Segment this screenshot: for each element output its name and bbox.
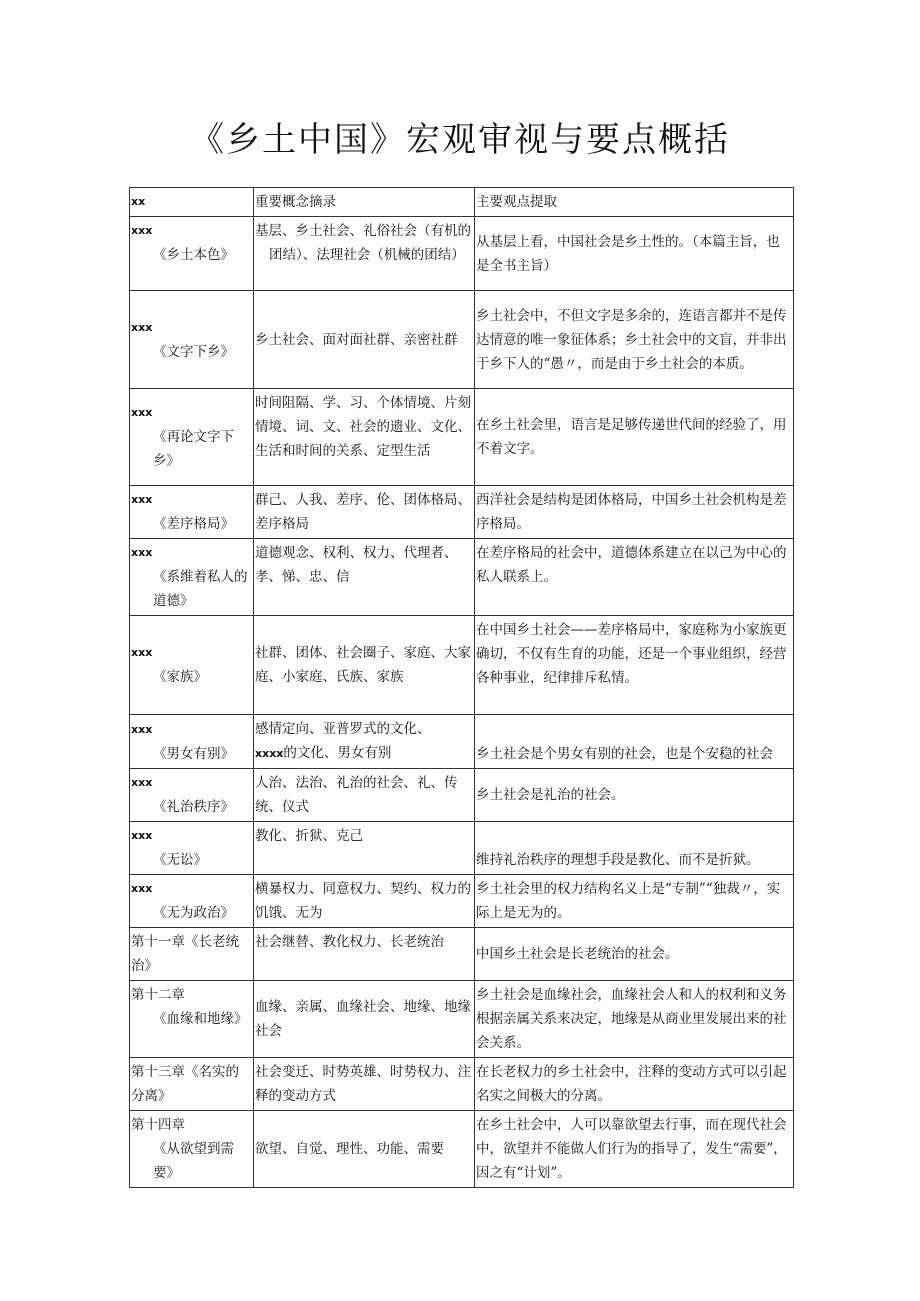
chapter-cell: xxx 《家族》	[130, 616, 254, 715]
summary-table	[129, 187, 794, 1188]
views-cell: 在长老权力的乡土社会中，注释的变动方式可以引起名实之间极大的分离。	[475, 1058, 794, 1111]
concepts-cell: 感情定向、亚普罗式的文化、 xxxx的文化、男女有别	[254, 715, 475, 769]
views-cell: 乡土社会是个男女有别的社会，也是个安稳的社会	[475, 715, 794, 769]
chapter-cell: 第十四章 《从欲望到需要》	[130, 1111, 254, 1188]
views-cell: 在乡土社会里，语言是足够传递世代间的经验了，用不着文字。	[475, 389, 794, 486]
chapter-cell: xxx 《无讼》	[130, 822, 254, 875]
table-row	[130, 822, 794, 875]
concepts-cell: 乡土社会、面对面社群、亲密社群	[254, 291, 475, 389]
concepts-cell: 社会变迁、时势英雄、时势权力、注释的变动方式	[254, 1058, 475, 1111]
header-cell-views: 主要观点提取	[475, 188, 794, 217]
concepts-cell: 社会继替、教化权力、长老统治	[254, 928, 475, 981]
chapter-cell: xxx 《无为政治》	[130, 875, 254, 928]
table-row	[130, 981, 794, 1058]
table-row	[130, 715, 794, 769]
views-cell: 西洋社会是结构是团体格局，中国乡土社会机构是差序格局。	[475, 486, 794, 539]
table-row	[130, 291, 794, 389]
views-cell: 在差序格局的社会中，道德体系建立在以己为中心的私人联系上。	[475, 539, 794, 616]
chapter-cell: 第十二章 《血缘和地缘》	[130, 981, 254, 1058]
concepts-cell: 教化、折狱、克己	[254, 822, 475, 875]
chapter-cell: xxx 《系维着私人的道德》	[130, 539, 254, 616]
views-cell: 乡土社会中，不但文字是多余的，连语言都并不是传达情意的唯一象征体系；乡土社会中的文盲，并非出于乡下人的“愚〃，而是由于乡土社会的本质。	[475, 291, 794, 389]
table-row	[130, 616, 794, 715]
concepts-cell: 血缘、亲属、血缘社会、地缘、地缘社会	[254, 981, 475, 1058]
table-row	[130, 1058, 794, 1111]
views-cell: 中国乡土社会是长老统治的社会。	[475, 928, 794, 981]
concepts-cell: 社群、团体、社会圈子、家庭、大家庭、小家庭、氏族、家族	[254, 616, 475, 715]
table-row	[130, 539, 794, 616]
chapter-cell: xxx 《差序格局》	[130, 486, 254, 539]
page-title: 《乡土中国》宏观审视与要点概括	[190, 120, 730, 160]
views-cell: 在乡土社会中，人可以靠欲望去行事，而在现代社会中，欲望并不能做人们行为的指导了，发生“需要”，因之有“计划”。	[475, 1111, 794, 1188]
chapter-cell: xxx 《乡土本色》	[130, 217, 254, 291]
header-cell-code: xx	[130, 188, 254, 217]
table-row	[130, 217, 794, 291]
chapter-cell: xxx 《男女有别》	[130, 715, 254, 769]
table-row	[130, 769, 794, 822]
concepts-cell: 欲望、自觉、理性、功能、需要	[254, 1111, 475, 1188]
chapter-cell: 第十三章《名实的分离》	[130, 1058, 254, 1111]
table-row	[130, 928, 794, 981]
concepts-cell: 基层、乡土社会、礼俗社会（有机的团结）、法理社会（机械的团结）	[254, 217, 475, 291]
table-row	[130, 875, 794, 928]
views-cell: 乡土社会是血缘社会，血缘社会人和人的权利和义务根据亲属关系来决定，地缘是从商业里发展出来的社会关系。	[475, 981, 794, 1058]
concepts-cell: 时间阻隔、学、习、个体情境、片刻情境、词、文、社会的遗业、文化、生活和时间的关系、定型生活	[254, 389, 475, 486]
views-cell: 乡土社会里的权力结构名义上是“专制”“独裁〃，实际上是无为的。	[475, 875, 794, 928]
chapter-cell: xxx 《再论文字下乡》	[130, 389, 254, 486]
chapter-cell: xxx 《礼治秩序》	[130, 769, 254, 822]
concepts-cell: 人治、法治、礼治的社会、礼、传统、仪式	[254, 769, 475, 822]
views-cell: 维持礼治秩序的理想手段是教化、而不是折狱。	[475, 822, 794, 875]
concepts-cell: 道德观念、权利、权力、代理者、孝、悌、忠、信	[254, 539, 475, 616]
views-cell: 乡土社会是礼治的社会。	[475, 769, 794, 822]
concepts-cell: 横暴权力、同意权力、契约、权力的饥饿、无为	[254, 875, 475, 928]
table-row	[130, 1111, 794, 1188]
views-cell: 从基层上看，中国社会是乡土性的。（本篇主旨，也是全书主旨）	[475, 217, 794, 291]
chapter-cell: xxx 《文字下乡》	[130, 291, 254, 389]
table-header-row	[130, 188, 794, 217]
table-row	[130, 389, 794, 486]
header-cell-concepts: 重要概念摘录	[254, 188, 475, 217]
concepts-cell: 群己、人我、差序、伦、团体格局、差序格局	[254, 486, 475, 539]
table-row	[130, 486, 794, 539]
views-cell: 在中国乡土社会——差序格局中，家庭称为小家族更确切，不仅有生育的功能，还是一个事业组织，经营各种事业，纪律排斥私情。	[475, 616, 794, 715]
chapter-cell: 第十一章《长老统治》	[130, 928, 254, 981]
